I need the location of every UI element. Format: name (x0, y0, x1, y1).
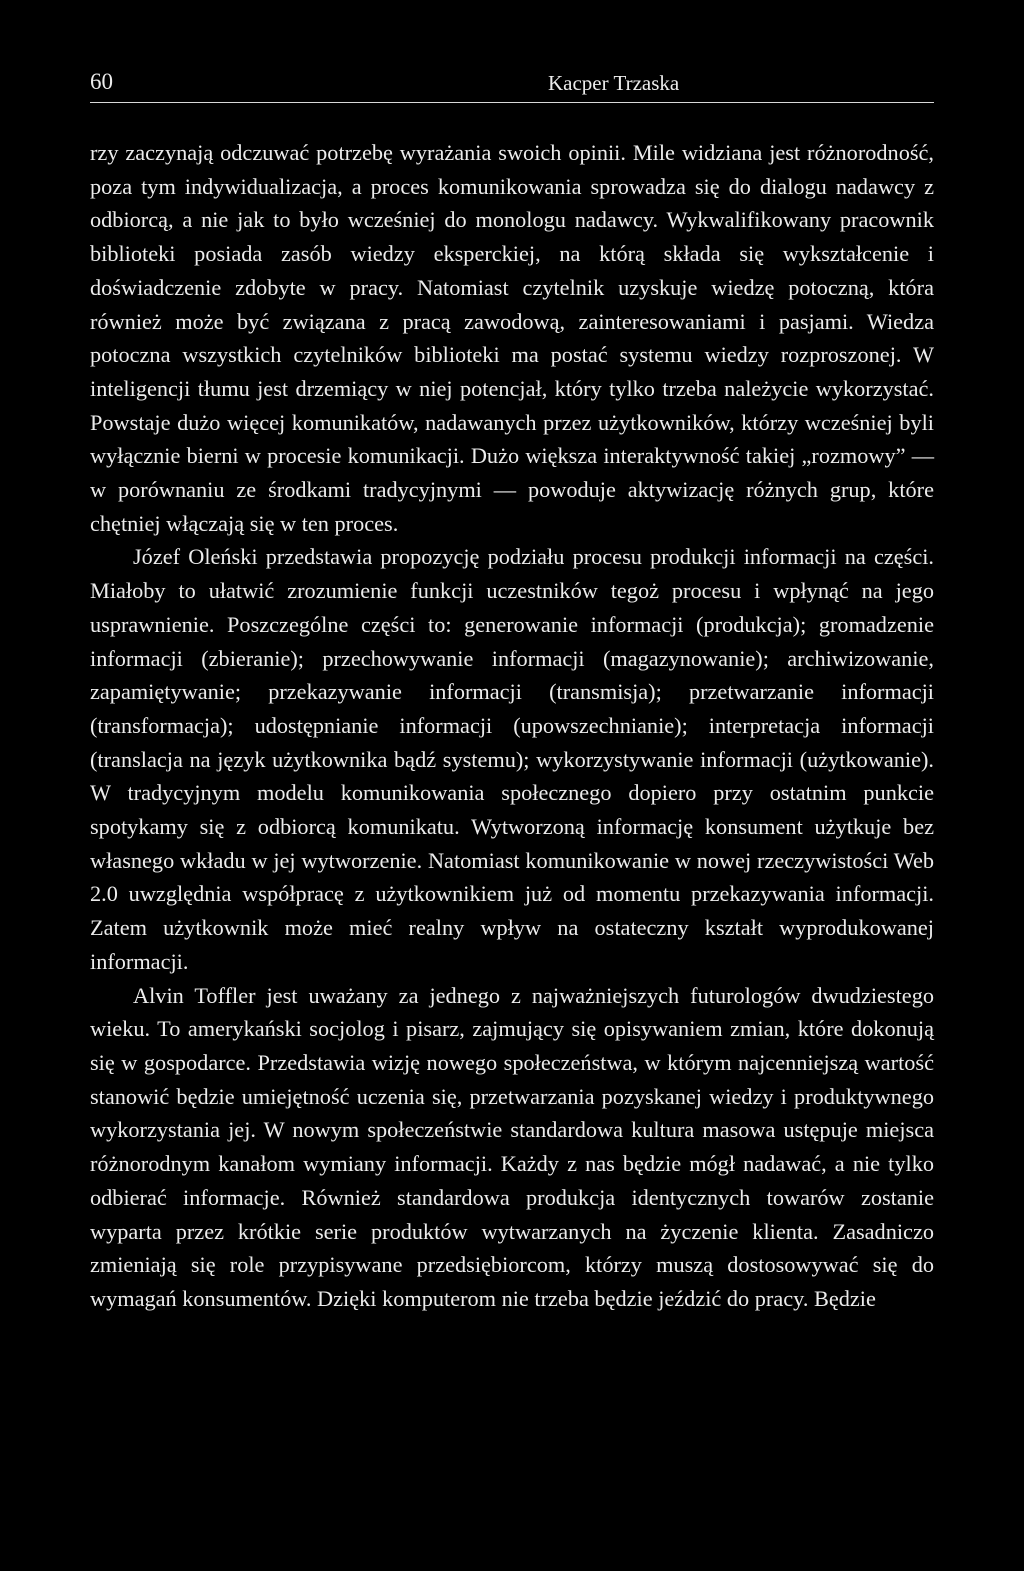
page-number: 60 (90, 69, 113, 94)
paragraph: Józef Oleński przedstawia propozycję podziału procesu produkcji informacji na części. Miałoby to ułatwić zrozumienie funkcji uczestników tegoż procesu i wpłynąć na jego usprawnienie. Poszczególne części to: generowanie informacji (produkcja); gromadzenie informacji (zbieranie); przechowywanie informacji (magazynowanie); archiwizowanie, zapamiętywanie; przekazywanie informacji (transmisja); przetwarzanie informacji (transformacja); udostępnianie informacji (upowszechnianie); interpretacja informacji (translacja na język użytkownika bądź systemu); wykorzystywanie informacji (użytkowanie). W tradycyjnym modelu komunikowania społecznego dopiero przy ostatnim punkcie spotykamy się z odbiorcą komunikatu. Wytworzoną informację konsument użytkuje bez własnego wkładu w jej wytworzenie. Natomiast komunikowanie w nowej rzeczywistości Web 2.0 uwzględnia współpracę z użytkownikiem już od momentu przekazywania informacji. Zatem użytkownik może mieć realny wpływ na ostateczny kształt wyprodukowanej informacji. (90, 544, 934, 974)
running-head: Kacper Trzaska (548, 71, 680, 95)
paragraph: Alvin Toffler jest uważany za jednego z najważniejszych futurologów dwudziestego wieku. To amerykański socjolog i pisarz, zajmujący się opisywaniem zmian, które dokonują się w gospodarce. Przedstawia wizję nowego społeczeństwa, w którym najcenniejszą wartość stanowić będzie umiejętność uczenia się, przetwarzania pozyskanej wiedzy i produktywnego wykorzystania jej. W nowym społeczeństwie standardowa kultura masowa ustępuje miejsca różnorodnym kanałom wymiany informacji. Każdy z nas będzie mógł nadawać, a nie tylko odbierać informacje. Również standardowa produkcja identycznych towarów zostanie wyparta przez krótkie serie produktów wytwarzanych na życzenie klienta. Zasadniczo zmieniają się role przypisywane przedsiębiorcom, którzy muszą dostosowywać się do wymagań konsumentów. Dzięki komputerom nie trzeba będzie jeździć do pracy. Będzie (90, 982, 934, 1311)
body-text (90, 136, 934, 1316)
paragraph: rzy zaczynają odczuwać potrzebę wyrażania swoich opinii. Mile widziana jest różnorodność, poza tym indywidualizacja, a proces komunikowania sprowadza się do dialogu nadawcy z odbiorcą, a nie jak to było wcześniej do monologu nadawcy. Wykwalifikowany pracownik biblioteki posiada zasób wiedzy eksperckiej, na którą składa się wykształcenie i doświadczenie zdobyte w pracy. Natomiast czytelnik uzyskuje wiedzę potoczną, która również może być związana z pracą zawodową, zainteresowaniami i pasjami. Wiedza potoczna wszystkich czytelników biblioteki ma postać systemu wiedzy rozproszonej. W inteligencji tłumu jest drzemiący w niej potencjał, który tylko trzeba należycie wykorzystać. Powstaje dużo więcej komunikatów, nadawanych przez użytkowników, którzy wcześniej byli wyłącznie bierni w procesie komunikacji. Dużo większa interaktywność takiej „rozmowy” — w porównaniu ze środkami tradycyjnymi — powoduje aktywizację różnych grup, które chętniej włączają się w ten proces. (90, 140, 934, 536)
page-header (90, 66, 934, 103)
